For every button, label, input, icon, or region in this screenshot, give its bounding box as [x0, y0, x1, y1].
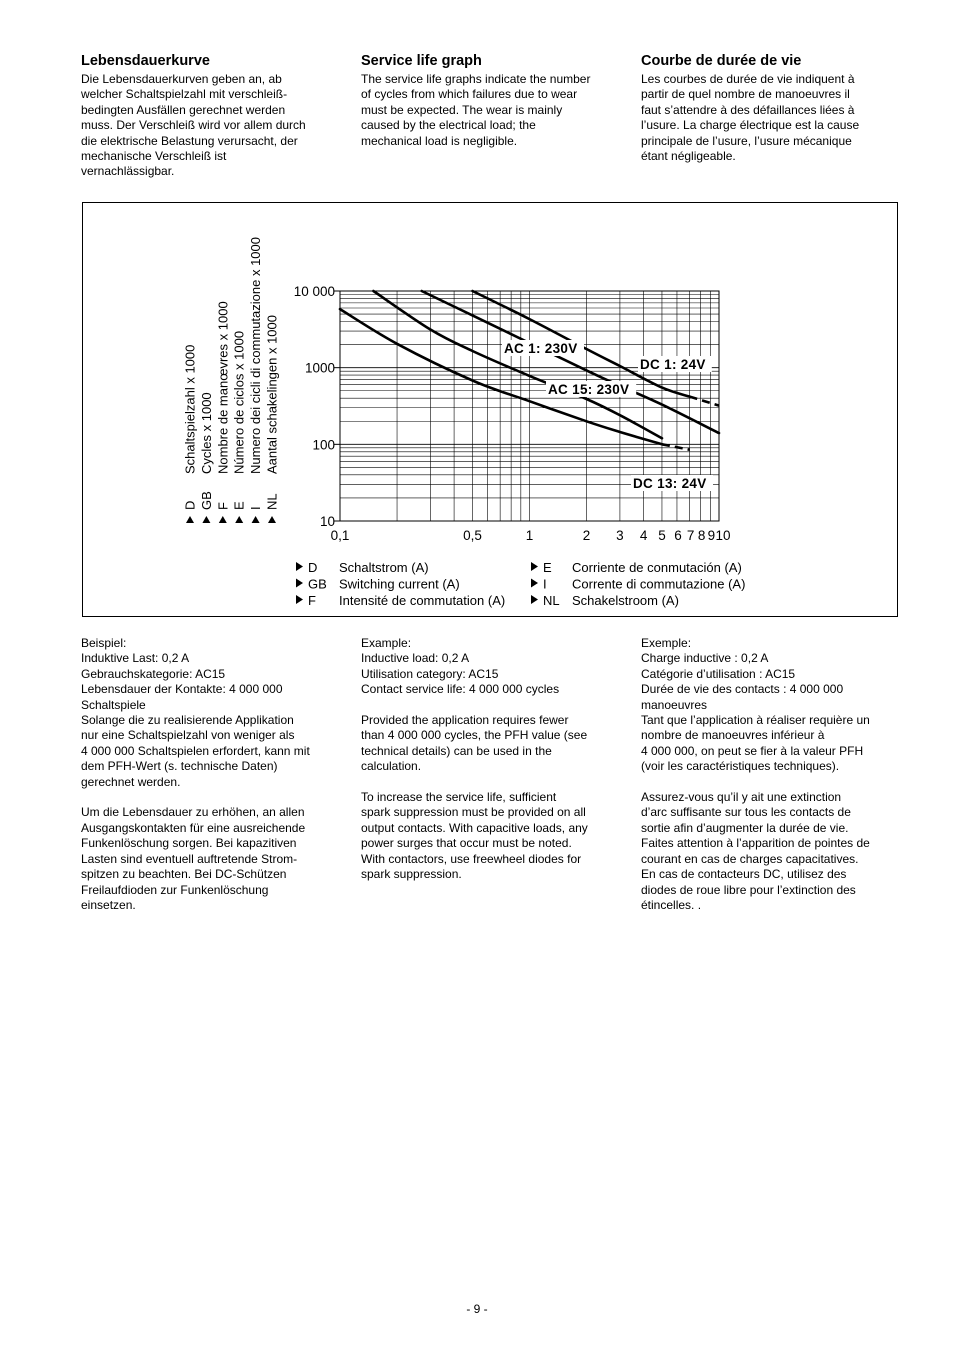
y-axis-label-e: Número de ciclos x 1000: [231, 330, 247, 474]
x-axis-arrow-d: [296, 562, 303, 571]
y-axis-label-d: Schaltspielzahl x 1000: [182, 344, 198, 474]
y-axis-label-nl: Aantal schakelingen x 1000: [264, 314, 280, 474]
x-axis-label-e: Corriente de conmutación (A): [572, 560, 742, 575]
x-tick-label: 3: [616, 528, 624, 543]
y-axis-lang-gb: GB: [198, 491, 214, 510]
x-axis-label-d: Schaltstrom (A): [339, 560, 429, 575]
service-life-chart: [82, 202, 898, 617]
y-tick-label: 10 000: [293, 284, 335, 299]
page-number: - 9 -: [466, 1302, 488, 1316]
x-tick-label: 4: [639, 528, 648, 543]
section-text-de: Die Lebensdauerkurven geben an, ab welcher Schaltspielzahl mit verschleiß- bedingten Ausfällen gerechnet werden muss. Der Verschleiß wird vor allem durch die elektrische Belastung verursacht, der mechanische Verschleiß ist vernachlässigbar.: [81, 72, 306, 179]
y-axis-arrow-gb: [202, 516, 210, 523]
y-tick-label: 100: [312, 437, 335, 453]
x-axis-arrow-f: [296, 595, 303, 604]
x-tick-label: 8: [697, 528, 706, 543]
y-axis-label-i: Numero dei cicli di commutazione x 1000: [248, 237, 264, 474]
x-tick-label: 0,1: [330, 528, 350, 543]
annotation-ac-1-230v: AC 1: 230V: [504, 341, 578, 356]
x-axis-arrow-nl: [531, 595, 538, 604]
y-axis-arrow-nl: [268, 516, 276, 523]
example-fr: [641, 636, 899, 913]
x-axis-lang-d: D: [308, 560, 318, 575]
x-tick-label: 9: [707, 528, 716, 543]
x-axis-label-gb: Switching current (A): [339, 576, 460, 592]
example-text-de: Beispiel: Induktive Last: 0,2 A Gebrauchskategorie: AC15 Lebensdauer der Kontakte: 4 000 000 Schaltspiele Solange die zu realisierende Applikation nur eine Schaltspielzahl von weniger als 4 000 000 Schaltspielen erfordert, kann mit dem PFH-Wert (s. technische Daten) gerechnet werden. Um die Lebensdauer zu erhöhen, an allen Ausgangskontakten für eine ausreichende Funkenlöschung sorgen. Bei kapazitiven Lasten sind eventuell auftretende Strom- spitzen zu beachten. Bei DC-Schützen Freilaufdioden zur Funkenlöschung einsetzen.: [81, 636, 310, 912]
section-title-fr: Courbe de durée de vie: [641, 53, 802, 69]
y-axis-arrow-f: [219, 516, 227, 523]
example-text-en: Example: Inductive load: 0,2 A Utilisation category: AC15 Contact service life: 4 000 000 cycles Provided the application requires fewer than 4 000 000 cycles, the PFH value (see technical details) can be used in the calculation. To increase the service life, sufficient spark suppression must be provided on all output contacts. With capacitive loads, any power surges that occur must be noted. With contactors, use freewheel diodes for spark suppression.: [361, 636, 588, 882]
x-axis-label-nl: Schakelstroom (A): [572, 593, 679, 608]
x-axis-label-f: Intensité de commutation (A): [339, 593, 506, 608]
y-axis-label-gb: Cycles x 1000: [198, 392, 214, 474]
x-tick-label: 7: [686, 528, 695, 543]
x-axis-arrow-i: [531, 579, 538, 588]
example-de: [81, 636, 339, 913]
y-axis-lang-f: F: [215, 502, 231, 510]
y-axis-lang-nl: NL: [264, 493, 280, 510]
annotation-ac-15-230v: AC 15: 230V: [548, 382, 630, 397]
y-axis-arrow-e: [235, 516, 243, 523]
x-axis-lang-gb: GB: [308, 576, 327, 592]
y-axis-lang-i: I: [248, 506, 264, 510]
section-text-fr: Les courbes de durée de vie indiquent à partir de quel nombre de manoeuvres il faut s’attendre à des défaillances liées à l’usure. La charge électrique est la cause principale de l’usure, l’usure mécanique étant négligeable.: [641, 72, 860, 164]
x-axis-lang-e: E: [543, 560, 552, 575]
x-axis-lang-f: F: [308, 593, 316, 608]
section-de: [81, 52, 339, 180]
x-tick-label: 0,5: [463, 528, 482, 543]
x-tick-label: 5: [658, 528, 666, 543]
section-title-de: Lebensdauerkurve: [81, 53, 210, 69]
x-axis-label-i: Corrente di commutazione (A): [572, 576, 746, 592]
x-axis-arrow-gb: [296, 579, 303, 588]
example-text-fr: Exemple: Charge inductive : 0,2 A Catégorie d’utilisation : AC15 Durée de vie des contacts : 4 000 000 manoeuvres Tant que l’application à réaliser requière un nombre de manoeuvres inférieur à 4 000 000, on peut se fier à la valeur PFH (voir les caractéristiques techniques). Assurez-vous qu’il y ait une extinction d’arc suffisante sur tous les contacts de sortie afin d’augmenter la durée de vie. Faites attention à l’apparition de pointes de courant en cas de charges capacitatives. En cas de contacteurs DC, utilisez des diodes de roue libre pour l’extinction des étincelles. .: [641, 636, 870, 912]
x-axis-lang-i: I: [543, 576, 547, 592]
x-axis-arrow-e: [531, 562, 538, 571]
x-tick-label: 1: [525, 528, 534, 543]
y-axis-arrow-i: [252, 516, 260, 523]
section-en: [361, 52, 619, 149]
annotation-dc-1-24v: DC 1: 24V: [640, 357, 706, 372]
curve-dashed-dc-13-24v: [662, 444, 690, 449]
service-life-chart-svg: [83, 203, 899, 618]
x-tick-label: 2: [582, 528, 591, 543]
x-axis-lang-nl: NL: [543, 593, 560, 608]
y-axis-lang-e: E: [231, 501, 247, 510]
x-tick-label: 10: [715, 528, 731, 543]
y-axis-lang-d: D: [182, 500, 198, 510]
y-axis-arrow-d: [186, 516, 194, 523]
example-en: [361, 636, 619, 883]
x-tick-label: 6: [674, 528, 682, 543]
annotation-dc-13-24v: DC 13: 24V: [633, 476, 707, 491]
y-axis-label-f: Nombre de manœvres x 1000: [215, 301, 231, 474]
section-text-en: The service life graphs indicate the number of cycles from which failures due to wear must be expected. The wear is mainly caused by the electrical load; the mechanical load is negligible.: [361, 72, 591, 148]
y-tick-label: 10: [319, 514, 335, 529]
y-tick-label: 1000: [304, 360, 335, 376]
section-title-en: Service life graph: [361, 53, 482, 69]
section-fr: [641, 52, 899, 164]
